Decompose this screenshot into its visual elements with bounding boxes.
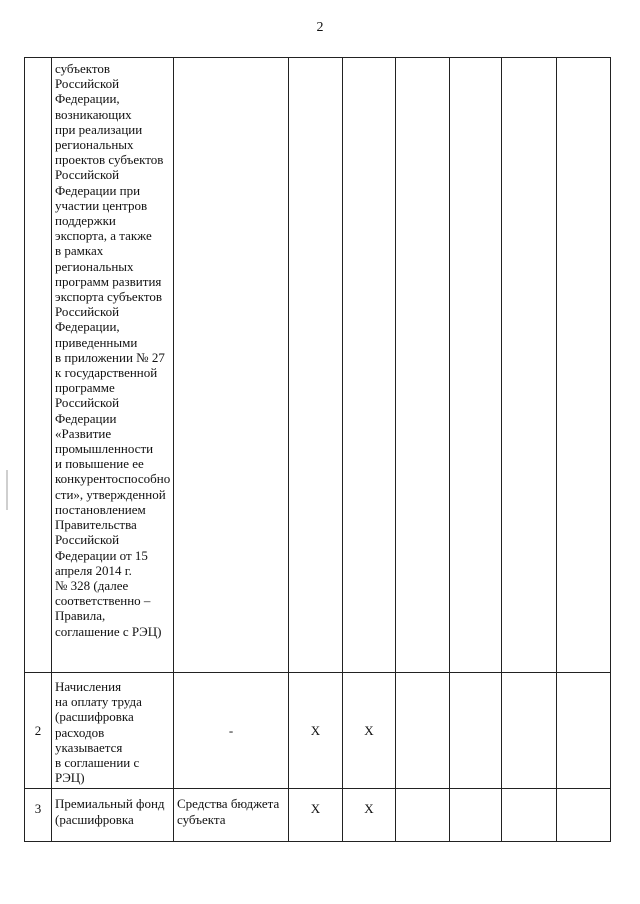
empty-cell: [450, 58, 502, 673]
table-row: [25, 789, 611, 842]
row-name-text: Премиальный фонд (расшифровка: [55, 796, 165, 827]
empty-cell: [396, 789, 450, 842]
table-row: [25, 58, 611, 673]
row-col4-cell: [343, 58, 396, 673]
row-source-text: Средства бюджета субъекта: [177, 796, 280, 827]
row-name-cell: [52, 789, 174, 842]
row-col3-cell: X: [289, 673, 343, 789]
row-name-text: субъектов Российской Федерации, возникающих при реализации региональных проектов субъектов Российской Федерации при участии центров поддержки экспорта, а также в рамках региональных программ развития экспорта субъектов Российской Федерации, приведенными в приложении № 27 к государственной программе Российской Федерации «Развитие промышленности и повышение ее конкурентоспособно сти», утвержденной постановлением Правительства Российской Федерации от 15 апреля 2014 г. № 328 (далее соответственно – Правила, соглашение с РЭЦ): [55, 61, 171, 639]
empty-cell: [502, 58, 557, 673]
empty-cell: [502, 673, 557, 789]
scan-margin-mark: [6, 470, 8, 510]
row-name-cell: [52, 673, 174, 789]
row-col4-cell: X: [343, 789, 396, 842]
empty-cell: [396, 673, 450, 789]
budget-table: [24, 57, 611, 842]
row-source-cell: [174, 789, 289, 842]
empty-cell: [557, 58, 611, 673]
row-number-cell: 2: [25, 673, 52, 789]
empty-cell: [450, 789, 502, 842]
empty-cell: [557, 789, 611, 842]
row-name-cell: [52, 58, 174, 673]
table-row: [25, 673, 611, 789]
empty-cell: [557, 673, 611, 789]
row-col3-cell: [289, 58, 343, 673]
row-col3-cell: X: [289, 789, 343, 842]
row-name-text: Начисления на оплату труда (расшифровка расходов указывается в соглашении с РЭЦ): [55, 679, 142, 786]
row-col4-cell: X: [343, 673, 396, 789]
row-number-cell: 3: [25, 789, 52, 842]
row-source-cell: -: [174, 673, 289, 789]
empty-cell: [450, 673, 502, 789]
row-number-cell: [25, 58, 52, 673]
empty-cell: [396, 58, 450, 673]
row-source-cell: [174, 58, 289, 673]
empty-cell: [502, 789, 557, 842]
page-number: 2: [316, 20, 324, 35]
